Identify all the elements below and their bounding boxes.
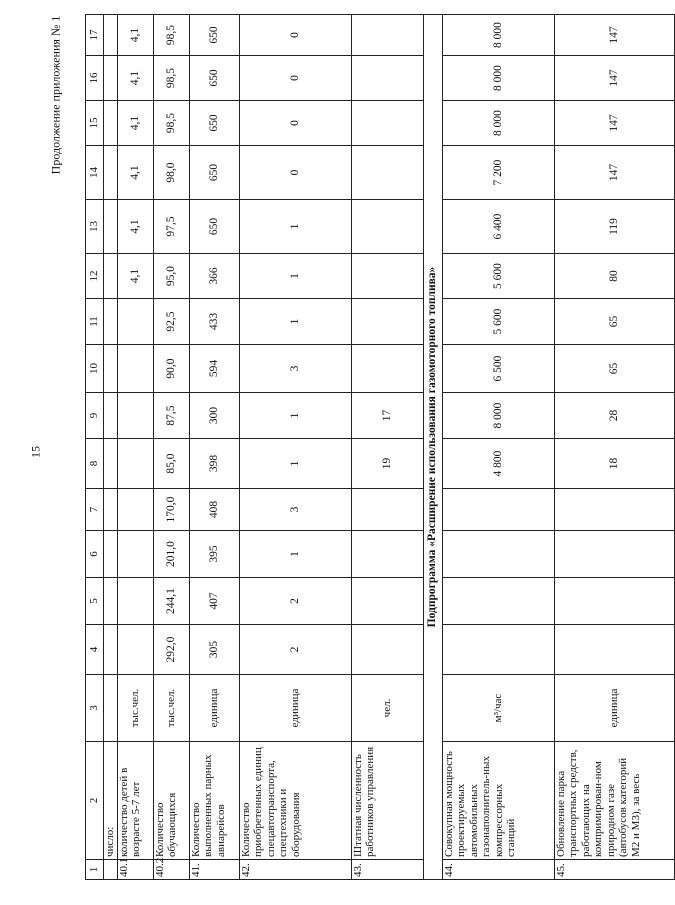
value-cell: 98,0 xyxy=(153,146,189,200)
value-cell: 4 800 xyxy=(442,439,554,489)
value-cell: 4,1 xyxy=(117,200,153,254)
value-cell: 147 xyxy=(554,146,674,200)
value-cell: 4,1 xyxy=(117,254,153,299)
value-cell xyxy=(117,531,153,578)
value-cell xyxy=(117,625,153,675)
value-cell xyxy=(104,299,118,345)
column-number-cell: 11 xyxy=(86,299,104,345)
column-number-cell: 9 xyxy=(86,393,104,439)
appendix-caption: Продолжение приложения № 1 xyxy=(48,15,63,175)
table-row xyxy=(442,15,554,880)
value-cell: 1 xyxy=(239,439,351,489)
value-cell: 8 000 xyxy=(442,393,554,439)
value-cell xyxy=(104,393,118,439)
value-cell xyxy=(351,531,423,578)
value-cell: 650 xyxy=(189,56,239,101)
column-number-cell: 12 xyxy=(86,254,104,299)
value-cell: 92,5 xyxy=(153,299,189,345)
indicator-name-cell: Количество обучающихся xyxy=(153,742,189,860)
value-cell xyxy=(104,489,118,531)
value-cell: 1 xyxy=(239,200,351,254)
value-cell xyxy=(351,489,423,531)
value-cell xyxy=(351,101,423,146)
column-number-cell: 4 xyxy=(86,625,104,675)
column-number-cell: 3 xyxy=(86,675,104,742)
row-number-cell: 43. xyxy=(351,860,423,880)
value-cell: 65 xyxy=(554,299,674,345)
column-number-cell: 10 xyxy=(86,345,104,393)
value-cell: 98,5 xyxy=(153,101,189,146)
subprogram-title: Подпрограмма «Расширение использования газомоторного топлива» xyxy=(423,15,442,880)
value-cell: 650 xyxy=(189,200,239,254)
value-cell xyxy=(104,625,118,675)
value-cell: 87,5 xyxy=(153,393,189,439)
value-cell: 6 500 xyxy=(442,345,554,393)
value-cell: 4,1 xyxy=(117,146,153,200)
value-cell xyxy=(351,56,423,101)
unit-cell: тыс.чел. xyxy=(153,675,189,742)
value-cell: 395 xyxy=(189,531,239,578)
value-cell: 90,0 xyxy=(153,345,189,393)
value-cell: 366 xyxy=(189,254,239,299)
value-cell: 0 xyxy=(239,101,351,146)
table-row xyxy=(554,15,674,880)
indicator-name-cell: Совокупная мощность проектируемых автомобильных газонаполнитель-ных компрессорных станций xyxy=(442,742,554,860)
value-cell xyxy=(117,439,153,489)
row-number-cell: 41. xyxy=(189,860,239,880)
value-cell: 650 xyxy=(189,146,239,200)
value-cell: 292,0 xyxy=(153,625,189,675)
value-cell xyxy=(351,625,423,675)
value-cell: 1 xyxy=(239,254,351,299)
value-cell: 147 xyxy=(554,101,674,146)
column-number-cell: 1 xyxy=(86,860,104,880)
value-cell xyxy=(104,146,118,200)
column-number-cell: 6 xyxy=(86,531,104,578)
value-cell: 98,5 xyxy=(153,56,189,101)
value-cell: 408 xyxy=(189,489,239,531)
value-cell: 0 xyxy=(239,146,351,200)
value-cell xyxy=(351,146,423,200)
column-number-cell: 16 xyxy=(86,56,104,101)
value-cell xyxy=(104,578,118,625)
indicator-name-cell: Обновление парка транспортных средств, работающих на компримирован-ном природном газе (автобусов категорий М2 и М3), за весь xyxy=(554,742,674,860)
column-number-cell: 7 xyxy=(86,489,104,531)
value-cell xyxy=(351,299,423,345)
unit-cell: единица xyxy=(239,675,351,742)
value-cell: 6 400 xyxy=(442,200,554,254)
value-cell xyxy=(117,489,153,531)
unit-cell xyxy=(104,675,118,742)
value-cell xyxy=(351,345,423,393)
value-cell: 1 xyxy=(239,299,351,345)
value-cell: 0 xyxy=(239,15,351,56)
unit-cell: м³/час xyxy=(442,675,554,742)
value-cell: 147 xyxy=(554,15,674,56)
value-cell xyxy=(442,489,554,531)
page-number: 15 xyxy=(28,446,43,458)
row-number-cell: 44. xyxy=(442,860,554,880)
value-cell: 4,1 xyxy=(117,15,153,56)
unit-cell: тыс.чел. xyxy=(117,675,153,742)
row-number-cell: 40.1 xyxy=(117,860,153,880)
value-cell: 201,0 xyxy=(153,531,189,578)
indicators-table xyxy=(85,14,675,880)
table-row xyxy=(239,15,351,880)
value-cell: 1 xyxy=(239,531,351,578)
column-number-cell: 8 xyxy=(86,439,104,489)
indicator-name-cell: количество детей в возрасте 5-7 лет xyxy=(117,742,153,860)
value-cell xyxy=(104,254,118,299)
value-cell xyxy=(554,489,674,531)
value-cell: 7 200 xyxy=(442,146,554,200)
indicator-name-cell: Штатная численность работников управления xyxy=(351,742,423,860)
row-number-cell: 42. xyxy=(239,860,351,880)
rotated-table-container xyxy=(85,15,642,880)
value-cell xyxy=(104,531,118,578)
table-row xyxy=(153,15,189,880)
value-cell xyxy=(104,439,118,489)
column-number-cell: 15 xyxy=(86,101,104,146)
table-row xyxy=(104,15,118,880)
value-cell: 407 xyxy=(189,578,239,625)
value-cell xyxy=(104,56,118,101)
value-cell xyxy=(442,625,554,675)
value-cell xyxy=(104,101,118,146)
value-cell: 98,5 xyxy=(153,15,189,56)
value-cell xyxy=(117,393,153,439)
value-cell: 147 xyxy=(554,56,674,101)
value-cell: 18 xyxy=(554,439,674,489)
indicator-name-cell: число: xyxy=(104,742,118,860)
value-cell: 5 600 xyxy=(442,299,554,345)
value-cell: 8 000 xyxy=(442,15,554,56)
value-cell xyxy=(442,531,554,578)
row-number-cell: 40.2 xyxy=(153,860,189,880)
column-number-cell: 17 xyxy=(86,15,104,56)
value-cell xyxy=(351,578,423,625)
column-number-cell: 14 xyxy=(86,146,104,200)
value-cell: 4,1 xyxy=(117,56,153,101)
column-number-row xyxy=(86,15,104,880)
value-cell: 170,0 xyxy=(153,489,189,531)
value-cell: 300 xyxy=(189,393,239,439)
value-cell: 8 000 xyxy=(442,101,554,146)
value-cell xyxy=(117,578,153,625)
value-cell: 594 xyxy=(189,345,239,393)
value-cell: 650 xyxy=(189,101,239,146)
table-row xyxy=(117,15,153,880)
value-cell xyxy=(104,200,118,254)
value-cell: 119 xyxy=(554,200,674,254)
value-cell: 5 600 xyxy=(442,254,554,299)
unit-cell: единица xyxy=(554,675,674,742)
value-cell xyxy=(351,200,423,254)
value-cell: 95,0 xyxy=(153,254,189,299)
value-cell: 19 xyxy=(351,439,423,489)
value-cell: 3 xyxy=(239,489,351,531)
column-number-cell: 5 xyxy=(86,578,104,625)
column-number-cell: 13 xyxy=(86,200,104,254)
value-cell: 305 xyxy=(189,625,239,675)
indicator-name-cell: Количество выполненных парных авиарейсов xyxy=(189,742,239,860)
value-cell xyxy=(351,254,423,299)
value-cell xyxy=(117,299,153,345)
column-number-cell: 2 xyxy=(86,742,104,860)
value-cell: 65 xyxy=(554,345,674,393)
value-cell: 244,1 xyxy=(153,578,189,625)
value-cell xyxy=(104,15,118,56)
value-cell: 1 xyxy=(239,393,351,439)
value-cell: 85,0 xyxy=(153,439,189,489)
unit-cell: единица xyxy=(189,675,239,742)
value-cell: 2 xyxy=(239,625,351,675)
value-cell: 80 xyxy=(554,254,674,299)
value-cell: 398 xyxy=(189,439,239,489)
unit-cell: чел. xyxy=(351,675,423,742)
value-cell xyxy=(554,531,674,578)
value-cell xyxy=(554,625,674,675)
value-cell: 28 xyxy=(554,393,674,439)
value-cell: 3 xyxy=(239,345,351,393)
row-number-cell: 45. xyxy=(554,860,674,880)
value-cell: 4,1 xyxy=(117,101,153,146)
table-row xyxy=(189,15,239,880)
value-cell: 17 xyxy=(351,393,423,439)
value-cell: 650 xyxy=(189,15,239,56)
value-cell xyxy=(104,345,118,393)
value-cell: 0 xyxy=(239,56,351,101)
subprogram-row xyxy=(423,15,442,880)
value-cell: 2 xyxy=(239,578,351,625)
value-cell: 433 xyxy=(189,299,239,345)
row-number-cell xyxy=(104,860,118,880)
value-cell: 8 000 xyxy=(442,56,554,101)
value-cell xyxy=(351,15,423,56)
indicator-name-cell: Количество приобретенных единиц спецавтотранспорта, спецтехники и оборудования xyxy=(239,742,351,860)
value-cell xyxy=(117,345,153,393)
value-cell xyxy=(442,578,554,625)
value-cell xyxy=(554,578,674,625)
value-cell: 97,5 xyxy=(153,200,189,254)
table-row xyxy=(351,15,423,880)
